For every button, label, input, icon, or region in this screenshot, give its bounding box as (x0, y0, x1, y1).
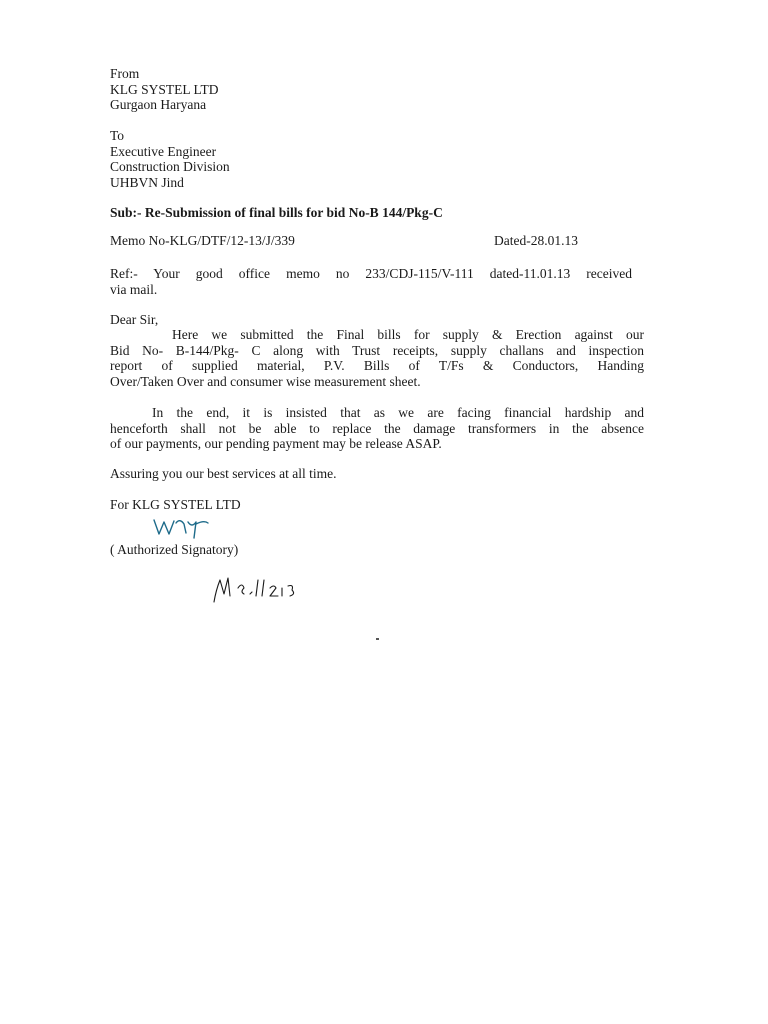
paragraph-2-line-1: In the end, it is insisted that as we are facing financial hardship and (152, 405, 644, 420)
paragraph-2-line-2: henceforth shall not be able to replace the damage transformers in the absence (110, 420, 644, 436)
sender-location: Gurgaon Haryana (110, 97, 207, 112)
paragraph-1 (110, 327, 644, 389)
closing-line (110, 466, 644, 482)
sender-block (110, 66, 644, 113)
paragraph-2-line-3: of our payments, our pending payment may be release ASAP. (110, 436, 442, 451)
recipient-office: UHBVN Jind (110, 174, 184, 190)
paragraph-1-line-3: report of supplied material, P.V. Bills of T/Fs & Conductors, Handing (110, 358, 644, 373)
handwritten-signature (150, 514, 210, 540)
paragraph-1-line-1: Here we submitted the Final bills for supply & Erection against our (172, 327, 644, 342)
subject-text: Sub:- Re-Submission of final bills for bid No-B 144/Pkg-C (110, 205, 443, 220)
to-label: To (110, 128, 125, 143)
scan-speck (376, 638, 379, 640)
recipient-block (110, 128, 644, 190)
recipient-title: Executive Engineer (110, 143, 217, 159)
paragraph-1-line-4: Over/Taken Over and consumer wise measurement sheet. (110, 373, 421, 389)
reference-block (110, 266, 632, 297)
memo-number: Memo No-KLG/DTF/12-13/J/339 (110, 233, 295, 248)
company-signoff (110, 497, 644, 513)
reference-line-2: via mail. (110, 281, 158, 297)
subject-line (110, 205, 644, 221)
from-label: From (110, 66, 140, 81)
salutation-text: Dear Sir, (110, 312, 159, 327)
memo-date: Dated-28.01.13 (494, 233, 578, 248)
signatory-text: ( Authorized Signatory) (110, 542, 239, 557)
reference-line-1: Ref:- Your good office memo no 233/CDJ-115/V-111 dated-11.01.13 received (110, 266, 632, 281)
closing-text: Assuring you our best services at all time. (110, 466, 337, 481)
company-signoff-text: For KLG SYSTEL LTD (110, 497, 241, 512)
handwritten-initials-date (210, 574, 320, 606)
sender-company: KLG SYSTEL LTD (110, 81, 219, 97)
paragraph-2 (110, 405, 644, 452)
signatory-line (110, 542, 644, 558)
paragraph-1-line-2: Bid No- B-144/Pkg- C along with Trust receipts, supply challans and inspection (110, 342, 644, 358)
recipient-division: Construction Division (110, 159, 230, 174)
salutation (110, 312, 644, 328)
